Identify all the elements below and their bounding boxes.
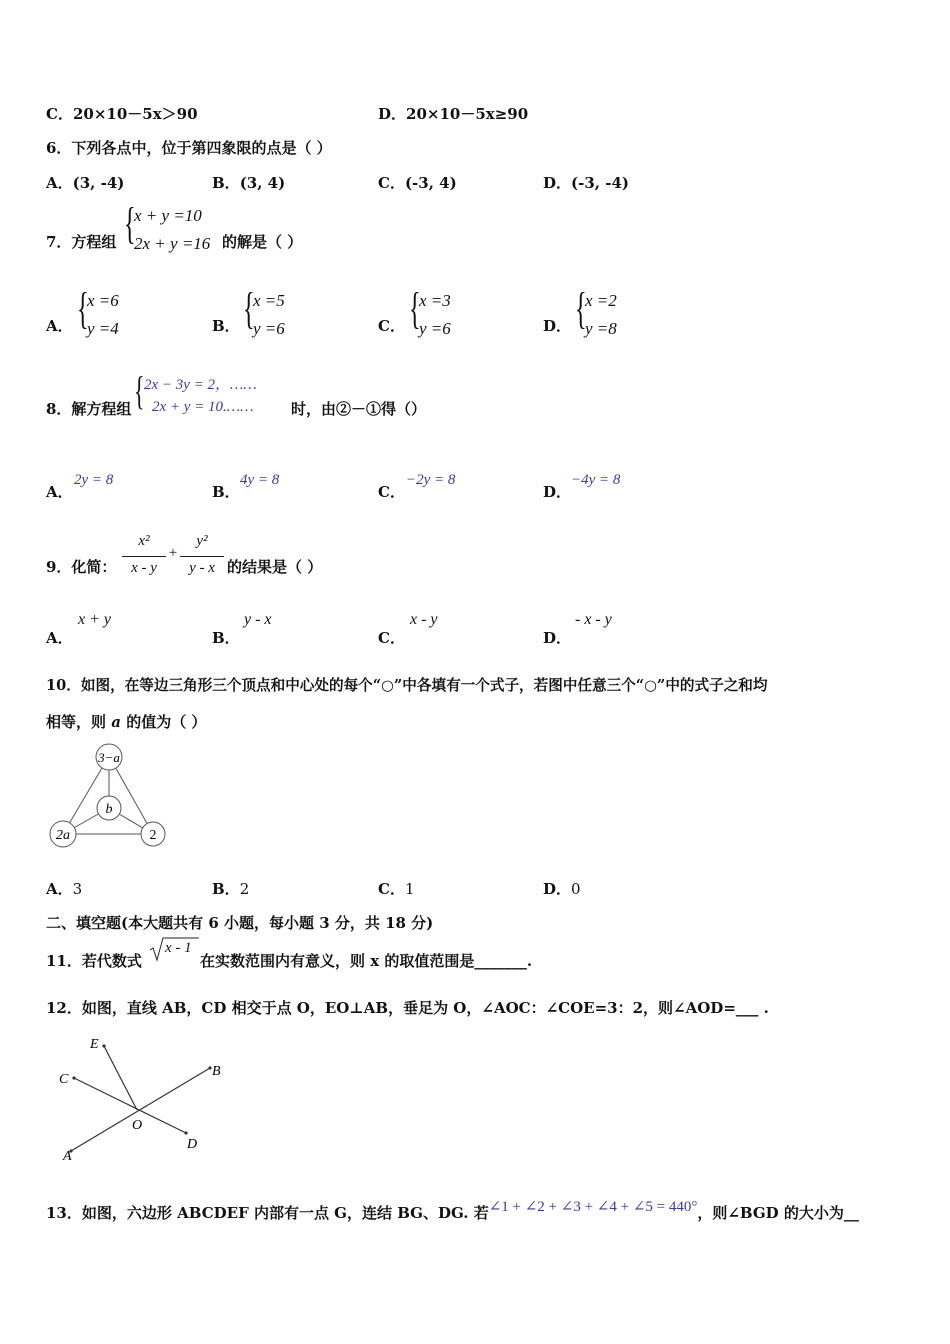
q7-option-b-brace: {: [243, 284, 255, 333]
q7-option-d-brace: {: [575, 284, 587, 333]
option-label: A．: [46, 880, 73, 898]
q6-option-a: [46, 172, 124, 193]
q8-equation-2: 2x + y = 10.……: [152, 399, 254, 415]
q8-option-c-text: −2y = 8: [406, 472, 456, 488]
q7-option-a-brace: {: [77, 284, 89, 333]
option-text: 20×10－5x≥90: [406, 105, 529, 123]
option-label: D．: [378, 105, 407, 123]
q9-frac1-numerator: x²: [138, 533, 150, 549]
q7-option-d-system: [585, 287, 617, 343]
q9-suffix: 的结果是（ ）: [227, 558, 323, 576]
q9-plus: +: [168, 545, 178, 561]
label-a: A: [63, 1149, 72, 1164]
solution-line: y =6: [253, 319, 285, 338]
q9-frac1-denominator: x - y: [131, 560, 157, 576]
option-label: D．: [543, 174, 572, 192]
q9-prefix: 9．化简：: [46, 558, 117, 576]
q9-option-d-text: - x - y: [575, 611, 612, 628]
q11-prefix: 11．若代数式: [46, 952, 142, 970]
q8-suffix: 时，由②－①得（）: [291, 400, 427, 418]
option-label: B．: [212, 880, 240, 898]
option-text: (3, 4): [239, 174, 286, 192]
option-label: C．: [378, 174, 405, 192]
q7-option-c-label: C．: [378, 317, 405, 335]
q9-option-b-label: B．: [212, 629, 240, 647]
q9-option-a-label: A．: [46, 629, 73, 647]
line-cd: [74, 1078, 186, 1133]
q10-option-c: [378, 878, 415, 899]
q5-option-c: [46, 103, 198, 124]
q13-angle-sum-formula: ∠1 + ∠2 + ∠3 + ∠4 + ∠5 = 440°: [488, 1199, 698, 1215]
q10-variable-a: a: [111, 713, 121, 731]
q8-brace: {: [134, 368, 145, 413]
solution-line: x =3: [419, 291, 451, 310]
q8-option-d-text: −4y = 8: [571, 472, 621, 488]
option-text: 1: [404, 880, 415, 898]
q8-option-b-label: B．: [212, 483, 240, 501]
option-text: 20×10－5x＞90: [72, 105, 198, 123]
q7-option-a-system: [87, 287, 119, 343]
q7-brace: {: [124, 199, 136, 248]
q5-option-d: [378, 103, 528, 124]
q13-suffix: ，则∠BGD 的大小为__: [697, 1204, 859, 1222]
option-label: C．: [378, 880, 405, 898]
q8-option-a-text: 2y = 8: [74, 472, 114, 488]
q8-system: [144, 374, 257, 418]
q12-lines-figure: [50, 1030, 240, 1170]
q10-option-a: [46, 878, 82, 899]
q6-option-d: [543, 172, 629, 193]
solution-line: x =6: [87, 291, 119, 310]
q9-frac1-bar: [122, 556, 166, 557]
q7-option-d-label: D．: [543, 317, 572, 335]
q10-line1: 10．如图，在等边三角形三个顶点和中心处的每个“○”中各填有一个式子，若图中任意三个“○”中的式子之和均: [46, 677, 768, 694]
q7-equation-2: 2x + y =16: [134, 234, 211, 253]
section-heading-fill-in: 二、填空题(本大题共有 6 小题，每小题 3 分，共 18 分): [46, 914, 434, 932]
q10-option-b: [212, 878, 249, 899]
q7-equation-1: x + y =10: [134, 206, 202, 225]
label-d: D: [187, 1137, 198, 1152]
label-b: B: [212, 1064, 221, 1079]
label-e: E: [90, 1037, 99, 1052]
point-d: [184, 1131, 187, 1134]
center-label: b: [105, 802, 113, 817]
option-label: C．: [46, 105, 73, 123]
q8-equation-1: 2x − 3y = 2，……: [144, 377, 257, 393]
option-label: A．: [46, 174, 73, 192]
q13-line: [46, 1199, 859, 1223]
option-label: D．: [543, 880, 572, 898]
q11-suffix: 在实数范围内有意义，则 x 的取值范围是_______.: [200, 952, 533, 970]
left-label: 2a: [56, 828, 70, 843]
label-o: O: [132, 1118, 143, 1133]
point-e: [102, 1044, 105, 1047]
solution-line: x =5: [253, 291, 285, 310]
q6-option-c: [378, 172, 457, 193]
option-text: 2: [239, 880, 250, 898]
q6-option-b: [212, 172, 285, 193]
solution-line: y =4: [87, 319, 119, 338]
q12-stem: 12．如图，直线 AB，CD 相交于点 O，EO⊥AB，垂足为 O，∠AOC：∠COE=3：2，则∠AOD=___ .: [46, 999, 769, 1017]
q10-triangle-figure: [44, 742, 174, 852]
q13-prefix: 13．如图，六边形 ABCDEF 内部有一点 G，连结 BG、DG. 若: [46, 1204, 489, 1222]
option-text: 0: [571, 880, 581, 898]
q8-option-a-label: A．: [46, 483, 73, 501]
q8-option-b-text: 4y = 8: [240, 472, 280, 488]
q9-option-c-text: x - y: [410, 611, 438, 628]
option-label: B．: [212, 174, 240, 192]
q7-option-a-label: A．: [46, 317, 73, 335]
right-label: 2: [149, 828, 157, 843]
q7-prefix: 7．方程组: [46, 233, 117, 251]
q9-option-b-text: y - x: [244, 611, 272, 628]
q10-option-d: [543, 878, 581, 899]
option-text: (3, -4): [72, 174, 125, 192]
q10-line2-pre: 相等，则: [46, 713, 112, 731]
q7-suffix: 的解是（ ）: [222, 233, 303, 251]
option-text: (-3, 4): [404, 174, 457, 192]
q10-line2: [46, 711, 206, 732]
option-text: (-3, -4): [571, 174, 629, 192]
q8-prefix: 8．解方程组: [46, 400, 132, 418]
q9-frac2-denominator: y - x: [189, 560, 215, 576]
solution-line: x =2: [585, 291, 617, 310]
q9-option-d-label: D．: [543, 629, 572, 647]
q7-option-c-brace: {: [409, 284, 421, 333]
solution-line: y =6: [419, 319, 451, 338]
label-c: C: [59, 1072, 69, 1087]
q7-option-b-system: [253, 287, 285, 343]
q8-option-d-label: D．: [543, 483, 572, 501]
q10-line2-post: 的值为（ ）: [120, 713, 207, 731]
top-label: 3−a: [98, 750, 120, 765]
q9-frac2-bar: [180, 556, 224, 557]
q9-option-a-text: x + y: [78, 611, 111, 628]
q9-option-c-label: C．: [378, 629, 405, 647]
solution-line: y =8: [585, 319, 617, 338]
q6-stem: 6．下列各点中，位于第四象限的点是（ ）: [46, 139, 332, 157]
q11-radicand: x - 1: [165, 940, 192, 956]
point-c: [72, 1076, 75, 1079]
q7-option-c-system: [419, 287, 451, 343]
q8-option-c-label: C．: [378, 483, 405, 501]
q9-frac2-numerator: y²: [196, 533, 208, 549]
option-text: 3: [72, 880, 83, 898]
q7-option-b-label: B．: [212, 317, 240, 335]
q7-system: [134, 202, 210, 258]
